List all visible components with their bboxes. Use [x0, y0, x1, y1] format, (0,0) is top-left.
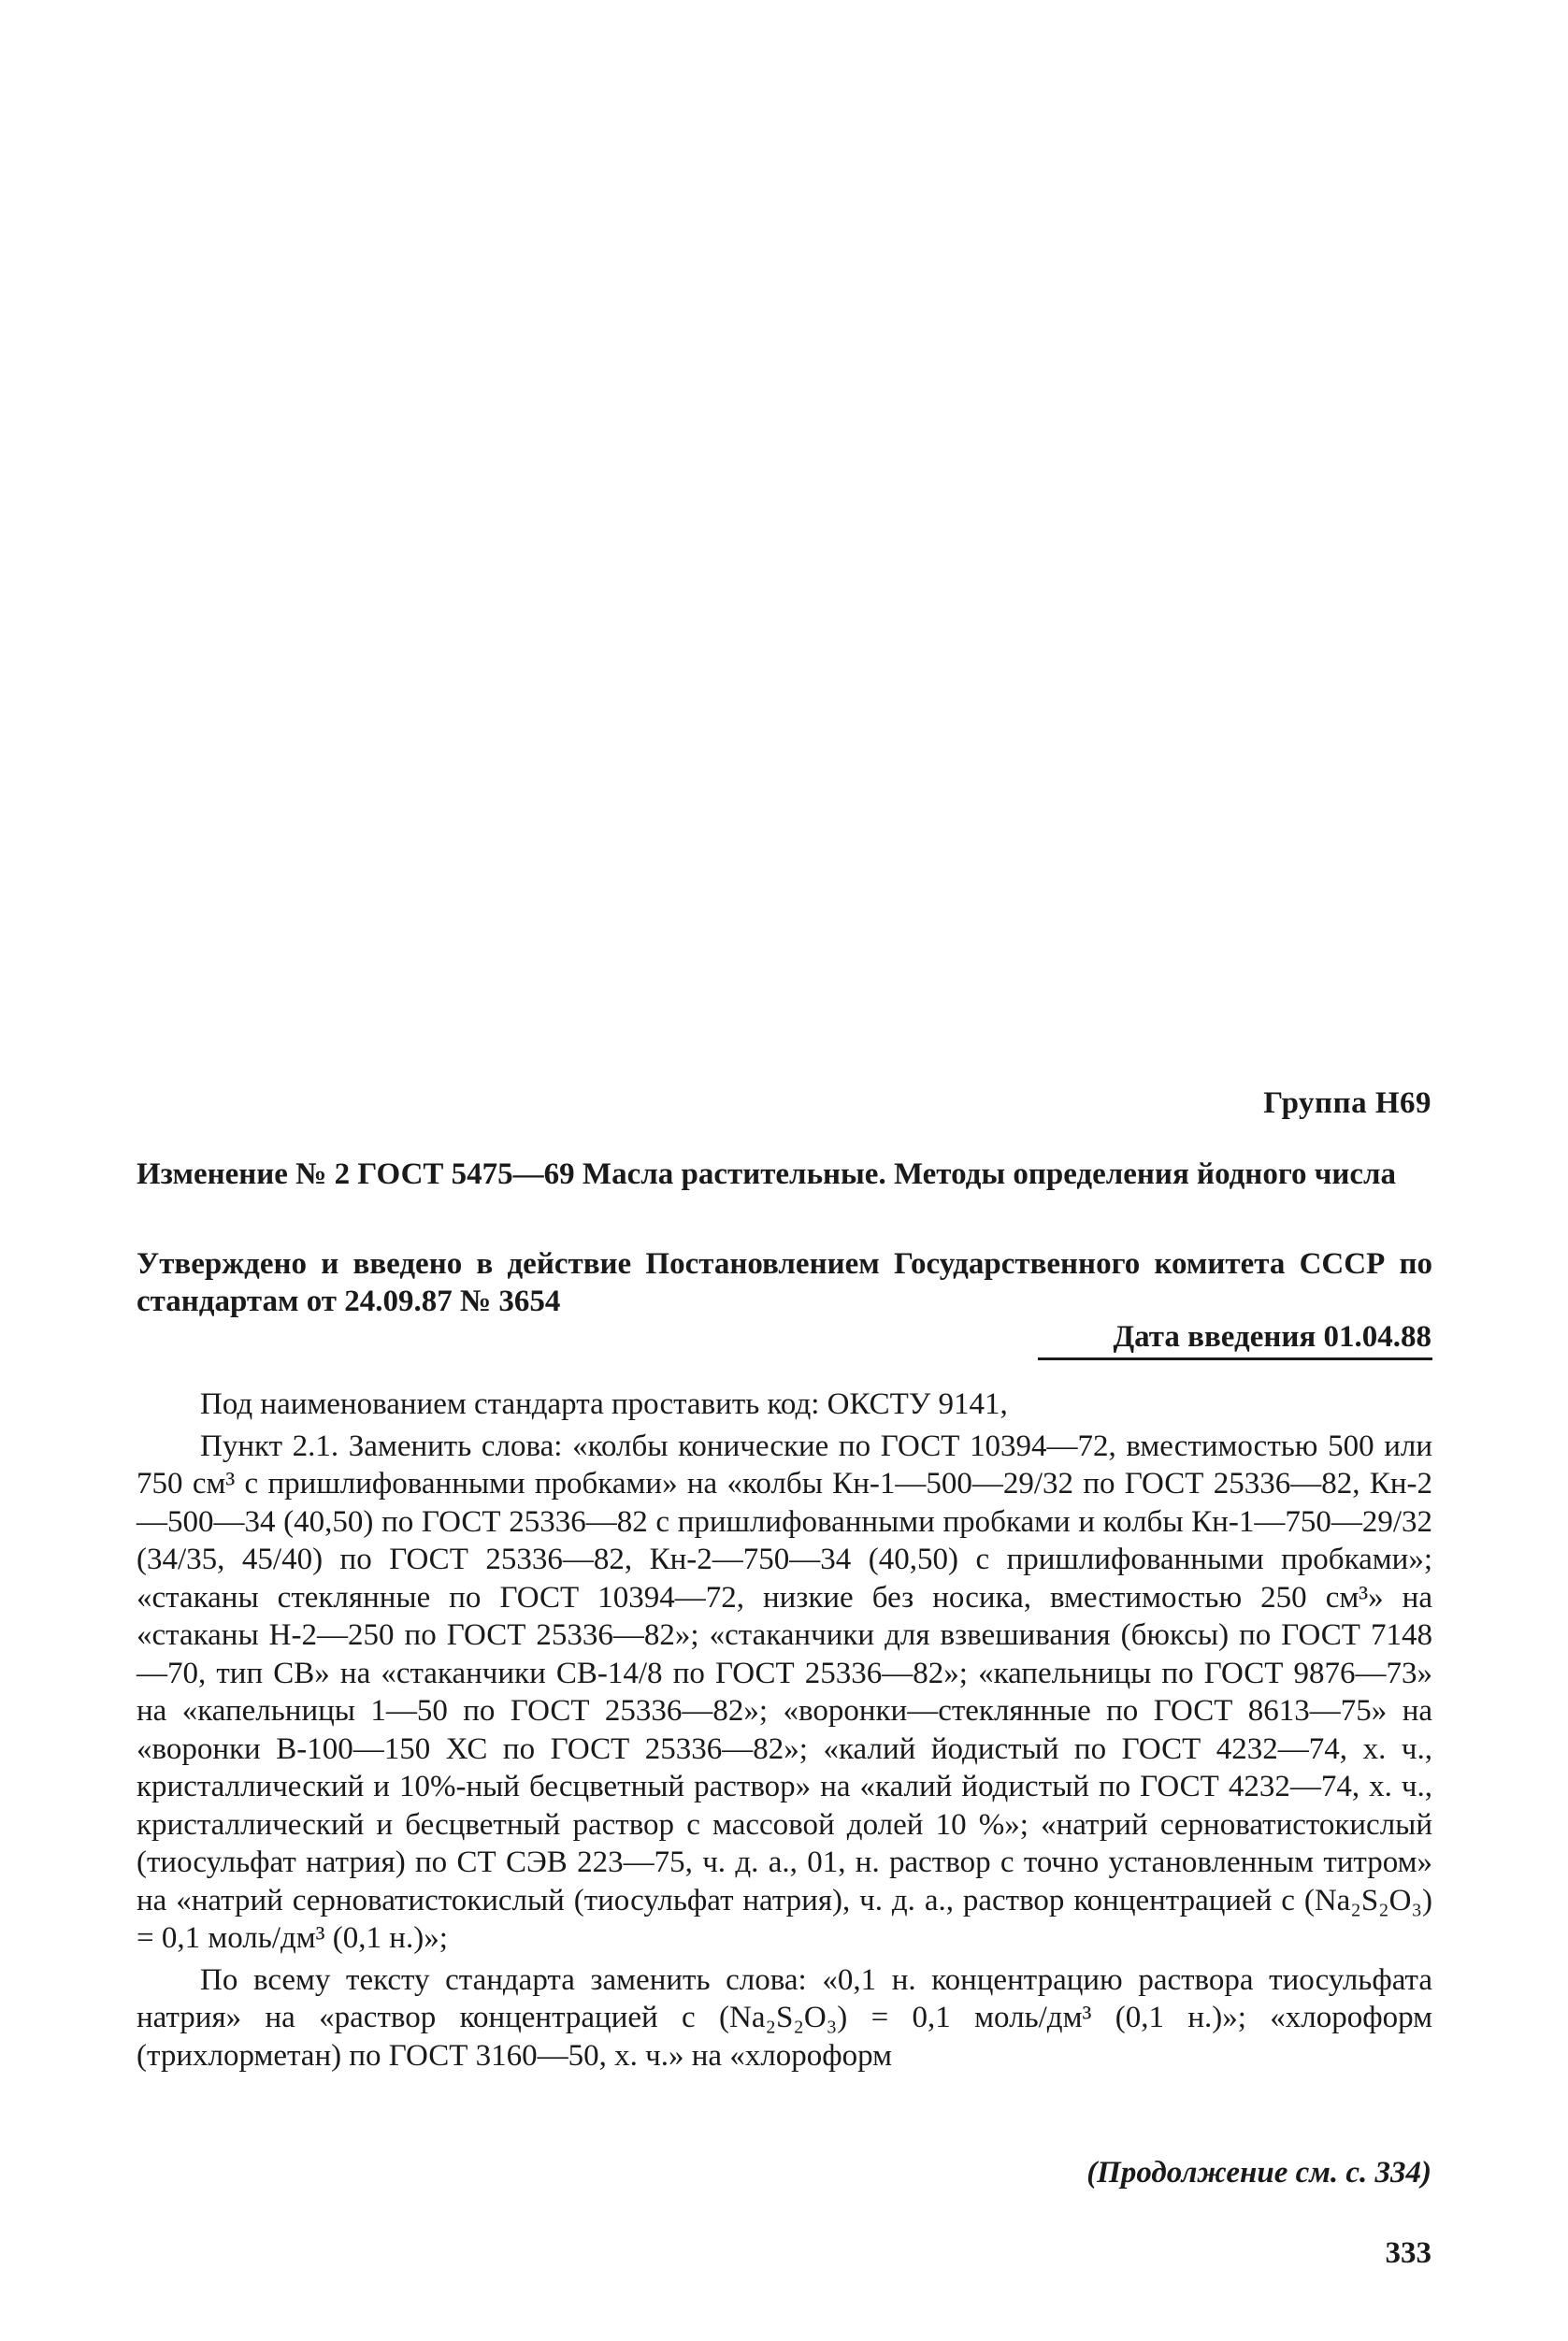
- group-label: Группа Н69: [1263, 1086, 1431, 1120]
- approval-statement: Утверждено и введено в действие Постановлением Государственного комитета СССР по стандартам от 24.09.87 № 3654: [137, 1247, 1432, 1318]
- page-number: 333: [1385, 2236, 1431, 2270]
- paragraph-whole-text: По всему тексту стандарта заменить слова: «0,1 н. концентрацию раствора тиосульфата натрия» на «раствор концентрацией с (Na₂S₂O₃) = 0,1 моль/дм³ (0,1 н.)»; «хлороформ (трихлорметан) по ГОСТ 3160—50, х. ч.» на «хлороформ: [137, 1962, 1432, 2073]
- introduction-date: Дата введения 01.04.88: [1113, 1320, 1431, 1354]
- paragraph-item-2-1: Пункт 2.1. Заменить слова: «колбы конические по ГОСТ 10394—72, вместимостью 500 или 750 см³ с пришлифованными пробками» на «колбы Кн-1—500—29/32 по ГОСТ 25336—82, Кн-2—500—34 (40,50) по ГОСТ 25336—82 с пришлифованными пробками и колбы Кн-1—750—29/32 (34/35, 45/40) по ГОСТ 25336—82, Кн-2—750—34 (40,50) с пришлифованными пробками»; «стаканы стеклянные по ГОСТ 10394—72, низкие без носика, вместимостью 250 см³» на «стаканы Н-2—250 по ГОСТ 25336—82»; «стаканчики для взвешивания (бюксы) по ГОСТ 7148—70, тип СВ» на «стаканчики СВ-14/8 по ГОСТ 25336—82»; «капельницы по ГОСТ 9876—73» на «капельницы 1—50 по ГОСТ 25336—82»; «воронки—стеклянные по ГОСТ 8613—75» на «воронки В-100—150 ХС по ГОСТ 25336—82»; «калий йодистый по ГОСТ 4232—74, х. ч., кристаллический и 10%-ный бесцветный раствор» на «калий йодистый по ГОСТ 4232—74, х. ч., кристаллический и бесцветный раствор с массовой долей 10 %»; «натрий серноватистокислый (тиосульфат натрия) по СТ СЭВ 223—75, ч. д. а., 01, н. раствор с точно установленным титром» на «натрий серноватистокислый (тиосульфат натрия), ч. д. а., раствор концентрацией с (Na₂S₂O₃) = 0,1 моль/дм³ (0,1 н.)»;: [137, 1429, 1432, 1955]
- date-underline: [1038, 1357, 1432, 1360]
- continuation-note: (Продолжение см. с. 334): [1086, 2156, 1431, 2190]
- document-body: [137, 1386, 1432, 2078]
- change-title: Изменение № 2 ГОСТ 5475—69 Масла растительные. Методы определения йодного числа: [137, 1157, 1397, 1191]
- paragraph-code: Под наименованием стандарта проставить код: ОКСТУ 9141,: [200, 1387, 1008, 1421]
